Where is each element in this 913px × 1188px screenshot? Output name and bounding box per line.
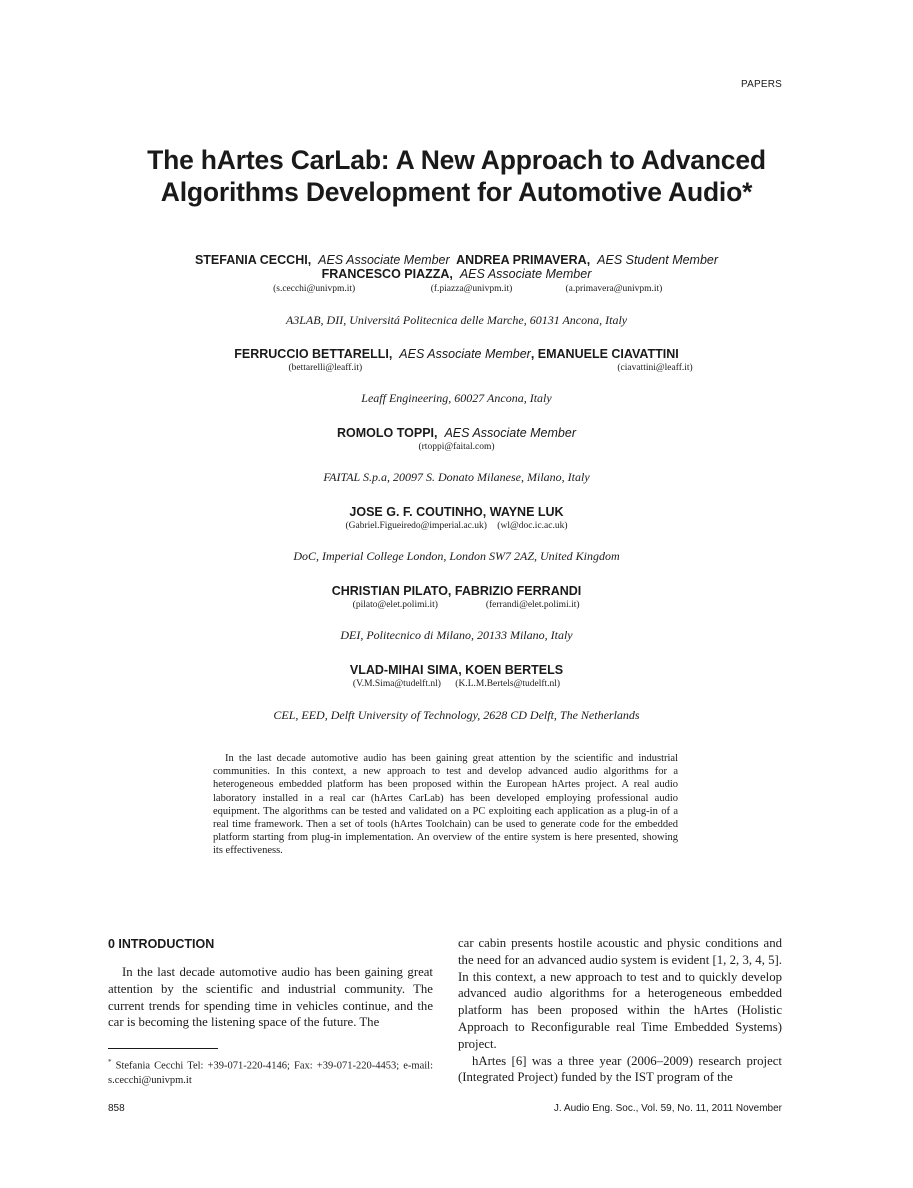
abstract: In the last decade automotive audio has been gaining great attention by the scientific and industrial communities. In this context, a new approach to test and develop advanced audio algorithms for a heterogeneous embedded platform has been proposed within the European hArtes project. A real audio laboratory installed in a real car (hArtes CarLab) has been developed employing professional audio equipment. The algorithms can be tested and validated on a PC exploiting each application as a plug-in of a real time framework. Then a set of tools (hArtes Toolchain) can be used to generate code for the embedded platform starting from plug-in implementation. An overview of the entire system is here presented, showing its effectiveness. [213,753,678,857]
author-group-3-affiliation: FAITAL S.p.a, 20097 S. Donato Milanese, Milano, Italy [323,470,590,484]
author-group-1-emails [0,284,913,294]
author-name: ANDREA PRIMAVERA, [456,253,591,267]
author-email: (bettarelli@leaff.it) [288,363,363,373]
footnote-rule [108,1048,218,1049]
name-separator: , [530,347,535,361]
author-email: (f.piazza@univpm.it) [430,284,513,294]
author-name: ROMOLO TOPPI, [337,426,438,440]
author-group-1-names [0,253,913,267]
author-name: EMANUELE CIAVATTINI [537,347,679,361]
author-group-5-names: CHRISTIAN PILATO, FABRIZIO FERRANDI [331,584,582,598]
author-group-5-emails [0,600,913,610]
author-group-1-names-cont [0,267,913,281]
section-label: PAPERS [740,79,782,90]
paper-title [0,144,913,208]
author-group-5-affiliation: DEI, Politecnico di Milano, 20133 Milano, Italy [340,628,573,642]
page-number: 858 [108,1103,125,1114]
author-group-2-emails [0,363,913,373]
author-email: (K.L.M.Bertels@tudelft.nl) [455,679,561,689]
footnote [108,1055,433,1088]
author-email: (rtoppi@faital.com) [418,442,495,452]
author-membership: AES Associate Member [399,347,531,361]
author-name: STEFANIA CECCHI, [194,253,312,267]
author-email: (Gabriel.Figueiredo@imperial.ac.uk) [345,521,487,531]
author-email: (pilato@elet.polimi.it) [352,600,438,610]
footnote-mark: * [108,1058,112,1066]
author-email: (ciavattini@leaff.it) [617,363,693,373]
intro-left-column: In the last decade automotive audio has been gaining great attention by the scientific and industrial community. The current trends for spending time in vehicles continue, and the car is becoming the listening space of the future. The [108,965,433,1030]
author-group-3-names [0,426,913,440]
journal-reference: J. Audio Eng. Soc., Vol. 59, No. 11, 2011 November [553,1103,782,1114]
author-email: (a.primavera@univpm.it) [565,284,663,294]
author-group-2-affiliation: Leaff Engineering, 60027 Ancona, Italy [361,391,552,405]
author-membership: AES Associate Member [459,267,592,281]
author-name: FERRUCCIO BETTARELLI, [234,347,393,361]
author-group-6-affiliation: CEL, EED, Delft University of Technology, 2628 CD Delft, The Netherlands [273,708,640,722]
author-group-4-affiliation: DoC, Imperial College London, London SW7 2AZ, United Kingdom [293,549,620,563]
paragraph: hArtes [6] was a three year (2006–2009) research project (Integrated Project) funded by the IST program of the [458,1053,782,1085]
paragraph: car cabin presents hostile acoustic and physic conditions and the need for an advanced audio system is evident [1, 2, 3, 4, 5]. In this context, a new approach to test and to quickly develop advanced audio algorithms for a heterogeneous embedded platform has been proposed within the hArtes (Holistic Approach to Reconfigurable real Time Embedded Systems) project. [458,936,782,1051]
author-name: FRANCESCO PIAZZA, [321,267,453,281]
author-email: (wl@doc.ic.ac.uk) [497,521,568,531]
footnote-text: Stefania Cecchi Tel: +39-071-220-4146; Fax: +39-071-220-4453; e-mail: s.cecchi@univpm.it [108,1060,434,1086]
author-group-1-affiliation: A3LAB, DII, Universitá Politecnica delle Marche, 60131 Ancona, Italy [285,313,628,327]
author-membership: AES Student Member [597,253,719,267]
author-membership: AES Associate Member [444,426,576,440]
author-email: (s.cecchi@univpm.it) [273,284,356,294]
author-membership: AES Associate Member [318,253,450,267]
author-group-3-emails [0,442,913,452]
author-email: (V.M.Sima@tudelft.nl) [352,679,441,689]
author-group-6-emails [0,679,913,689]
title-line-1: The hArtes CarLab: A New Approach to Advanced [147,145,766,175]
author-group-4-emails [0,521,913,531]
author-group-4-names: JOSE G. F. COUTINHO, WAYNE LUK [349,505,564,519]
title-line-2: Algorithms Development for Automotive Audio* [160,177,753,207]
author-email: (ferrandi@elet.polimi.it) [485,600,580,610]
section-heading-introduction: 0 INTRODUCTION [108,937,215,951]
author-group-6-names: VLAD-MIHAI SIMA, KOEN BERTELS [349,663,564,677]
intro-right-column [458,935,782,1086]
author-group-2-names [0,347,913,361]
